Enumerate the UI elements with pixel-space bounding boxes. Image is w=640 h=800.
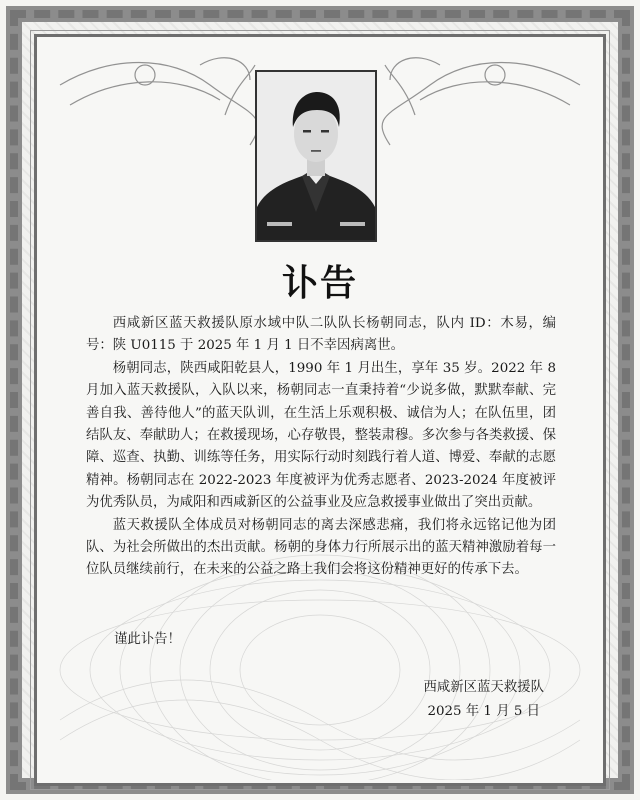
signature-block (423, 676, 544, 724)
portrait-photo (255, 70, 377, 242)
obituary-paragraph-3: 蓝天救援队全体成员对杨朝同志的离去深感悲痛，我们将永远铭记他为团队、为社会所做出的杰出贡献。杨朝的身体力行所展示出的蓝天精神激励着每一位队员继续前行，在未来的公益之路上我们会将这份精神更好的传承下去。 (86, 517, 556, 578)
signature-organization: 西咸新区蓝天救援队 (423, 680, 544, 695)
portrait-icon (257, 72, 375, 240)
obituary-paragraph-2: 杨朝同志，陕西咸阳乾县人，1990 年 1 月出生，享年 35 岁。2022 年 8 月加入蓝天救援队，入队以来，杨朝同志一直秉持着“少说多做，默默奉献、完善自我、善待他人”的蓝天队训，在生活上乐观积极、诚信为人；在队伍里，团结队友、奉献助人；在救援现场，心存敬畏，整装肃穆。多次参与各类救援、保障、巡查、执勤、训练等任务，用实际行动时刻践行着人道、博爱、奉献的志愿精神。杨朝同志在 2022-2023 年度被评为优秀志愿者、2023-2024 年度被评为优秀队员，为咸阳和西咸新区的公益事业及应急救援事业做出了突出贡献。 (86, 360, 556, 511)
obituary-title: 讣告 (281, 263, 358, 304)
obituary-paragraph-1: 西咸新区蓝天救援队原水域中队二队队长杨朝同志，队内 ID：木易，编号：陕 U0115 于 2025 年 1 月 1 日不幸因病离世。 (86, 316, 556, 354)
signature-date: 2025 年 1 月 5 日 (427, 704, 541, 719)
closing-remark: 谨此讣告！ (114, 632, 181, 647)
obituary-body (86, 313, 556, 582)
